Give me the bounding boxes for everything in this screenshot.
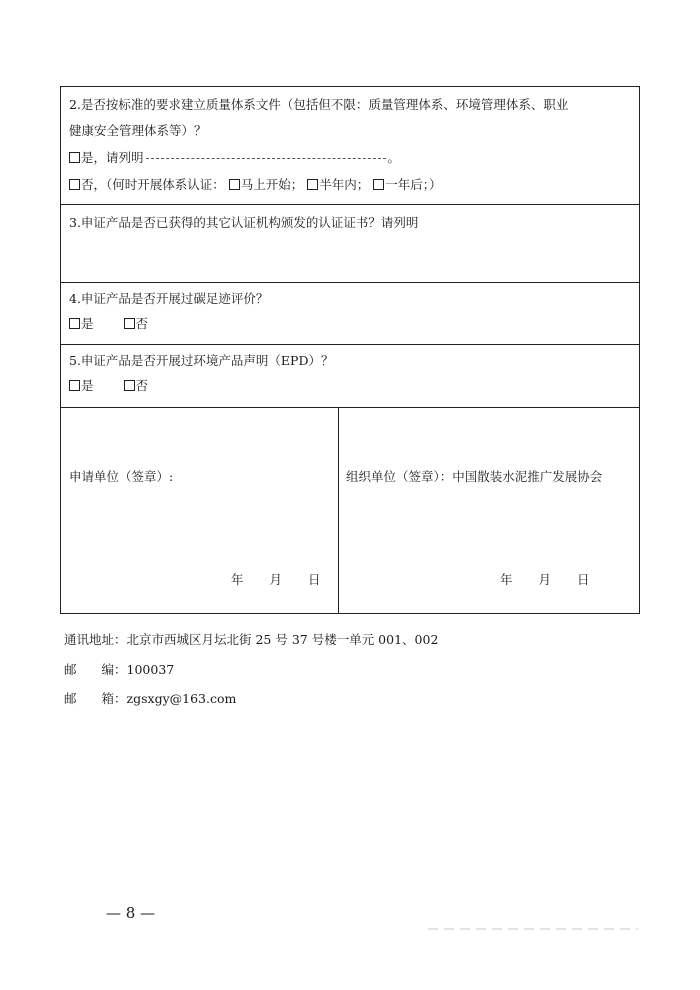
organizer-signature-label: 组织单位（签章）：中国散装水泥推广发展协会 — [346, 469, 603, 484]
applicant-date-year: 年 — [231, 572, 244, 587]
question-3-text: 3.申证产品是否已获得的其它认证机构颁发的认证证书？请列明 — [69, 215, 419, 230]
organizer-date-year: 年 — [500, 572, 513, 587]
footer-email-value[interactable]: zgsxgy@163.com — [126, 691, 237, 706]
question-4-no-label: 否 — [135, 316, 149, 331]
applicant-date-day: 日 — [308, 572, 321, 587]
question-5-row — [61, 345, 639, 407]
question-3-row — [61, 205, 639, 283]
scan-artifact-mark — [428, 926, 638, 932]
applicant-date-month: 月 — [269, 572, 283, 587]
question-2-no-line — [69, 177, 442, 193]
question-4-yes-label: 是 — [81, 316, 94, 331]
question-2-yes-line — [69, 150, 400, 166]
question-2-no-checkbox[interactable] — [69, 179, 80, 190]
question-2-option-half-year-label: 半年内； — [319, 177, 370, 192]
question-4-text: 4.申证产品是否开展过碳足迹评价？ — [69, 291, 269, 306]
footer-email — [64, 689, 236, 707]
footer-email-label: 邮 箱： — [64, 691, 127, 706]
question-5-options — [69, 378, 148, 394]
question-5-yes-checkbox[interactable] — [69, 380, 80, 391]
question-2-text-line2: 健康安全管理体系等）？ — [69, 123, 207, 138]
signature-area — [61, 407, 639, 613]
question-2-option-one-year-label: 一年后；） — [385, 177, 442, 192]
question-4-yes-checkbox[interactable] — [69, 318, 80, 329]
footer-postcode-label: 邮 编： — [64, 662, 127, 677]
question-2-yes-checkbox[interactable] — [69, 152, 80, 163]
question-2-row — [61, 87, 639, 205]
footer-address: 通讯地址：北京市西城区月坛北街 25 号 37 号楼一单元 001、002 — [64, 632, 439, 647]
question-5-text: 5.申证产品是否开展过环境产品声明（EPD）？ — [69, 353, 334, 368]
organizer-date-day: 日 — [577, 572, 590, 587]
question-2-yes-label: 是，请列明 — [81, 150, 144, 165]
question-2-fill-in-line[interactable] — [146, 158, 386, 159]
question-2-option-immediate-label: 马上开始； — [240, 177, 304, 192]
question-4-options — [69, 316, 148, 332]
question-5-yes-label: 是 — [81, 378, 94, 393]
question-2-option-half-year-checkbox[interactable] — [307, 179, 318, 190]
question-4-row — [61, 283, 639, 345]
question-2-option-one-year-checkbox[interactable] — [373, 179, 384, 190]
question-4-no-checkbox[interactable] — [124, 318, 135, 329]
question-5-no-label: 否 — [135, 378, 149, 393]
question-5-no-checkbox[interactable] — [124, 380, 135, 391]
applicant-signature-cell[interactable] — [61, 408, 339, 613]
question-2-no-label: 否，（何时开展体系认证： — [81, 177, 225, 192]
applicant-date — [231, 570, 321, 588]
question-2-option-immediate-checkbox[interactable] — [229, 179, 240, 190]
application-form-table — [60, 86, 640, 614]
applicant-signature-label: 申请单位（签章）: — [69, 469, 174, 484]
footer-postcode-value: 100037 — [126, 662, 175, 677]
page-number: — 8 — — [106, 904, 156, 922]
question-2-text-line1: 2.是否按标准的要求建立质量体系文件（包括但不限：质量管理体系、环境管理体系、职业 — [69, 97, 569, 112]
footer-postcode — [64, 660, 174, 678]
organizer-date — [500, 570, 590, 588]
organizer-signature-cell[interactable] — [339, 408, 639, 613]
organizer-date-month: 月 — [538, 572, 552, 587]
question-2-yes-end: 。 — [387, 150, 401, 165]
